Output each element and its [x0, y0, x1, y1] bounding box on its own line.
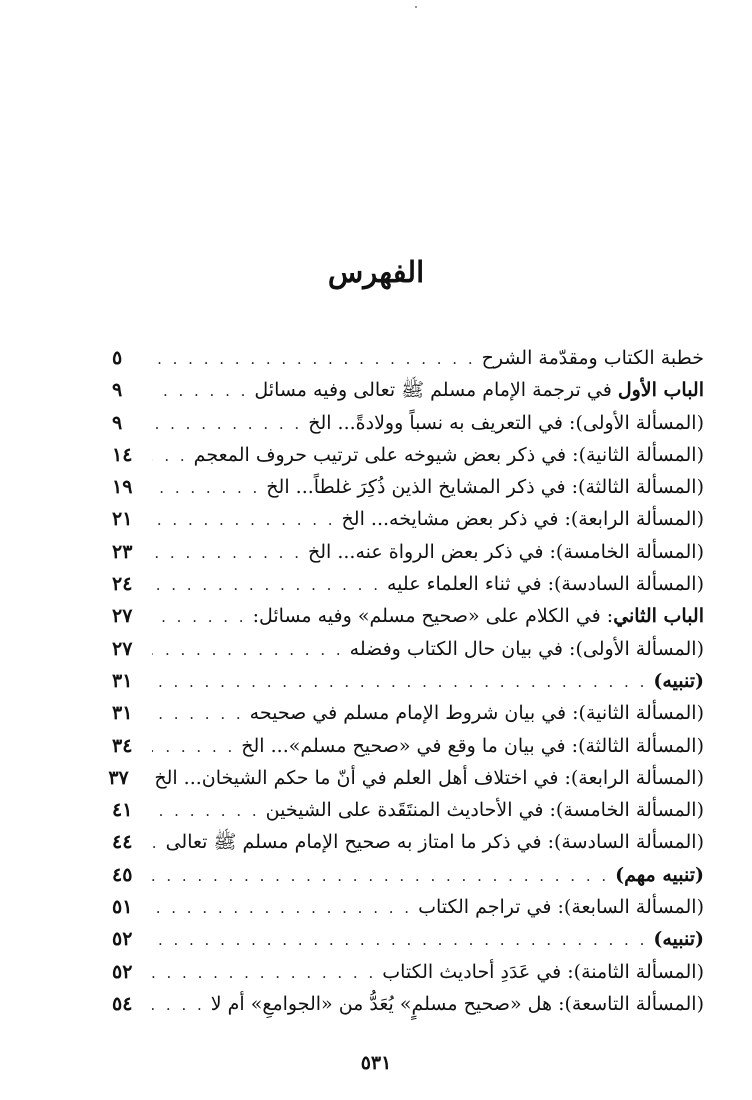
toc-entry-text: (المسألة الثالثة): في ذكر المشايخ الذين ذُكِرَ غلطاً... الخ [266, 476, 704, 499]
toc-entry-page: ٩ [112, 379, 123, 402]
toc-entry-text: (المسألة الخامسة): في ذكر بعض الرواة عنه... الخ [307, 540, 704, 563]
toc-entry-text: خطبة الكتاب ومقدّمة الشرح [481, 347, 704, 369]
toc-entry-page: ١٩ [112, 476, 133, 499]
toc-entry-title [344, 633, 704, 665]
toc-entry-text: (المسألة الثامنة): في عَدَدِ أحاديث الكتاب [382, 960, 704, 983]
toc-entry [112, 342, 704, 374]
toc-entry-text: (المسألة السادسة): في ذكر ما امتاز به صحيح الإمام مسلم ﷺ تعالى [165, 831, 704, 854]
toc-entry [112, 407, 704, 439]
toc-entry [112, 730, 704, 762]
toc-entry-page: ٣١ [112, 669, 133, 692]
dot-leader [152, 343, 476, 375]
toc-entry-text: (المسألة الخامسة): في الأحاديث المنتَقَدة على الشيخين [265, 799, 704, 822]
toc-entry [112, 503, 704, 535]
toc-entry-text: في ترجمة الإمام مسلم ﷺ تعالى وفيه مسائل [254, 379, 618, 402]
dot-leader [152, 601, 247, 633]
toc-entry-page: ٢٧ [112, 637, 133, 660]
dot-leader [152, 795, 260, 827]
toc-entry-text: (المسألة الثانية): في بيان شروط الإمام مسلم في صحيحه [249, 702, 704, 725]
toc-entry-text: (المسألة الرابعة): في اختلاف أهل العلم في أنّ ما حكم الشيخان... الخ [154, 766, 704, 789]
toc-entry [112, 956, 704, 988]
toc-entry [112, 568, 704, 600]
toc-entry-heading: الباب الأول [617, 379, 704, 402]
toc-entry-page: ٢٣ [112, 540, 133, 563]
table-of-contents [108, 342, 704, 1020]
toc-entry-title [188, 439, 704, 471]
toc-entry-title [302, 407, 704, 439]
toc-entry [112, 923, 704, 955]
toc-entry-title [647, 923, 704, 955]
toc-entry-title [247, 600, 704, 632]
toc-entry-title [412, 891, 704, 923]
toc-entry-title [609, 859, 704, 891]
dot-leader [152, 472, 260, 504]
toc-entry-title [248, 374, 704, 406]
dot-leader [152, 634, 344, 666]
dot-leader [152, 924, 647, 956]
toc-entry-heading: (تنبيه) [653, 669, 704, 692]
toc-entry-text: (المسألة التاسعة): هل «صحيح مسلمٍ» يُعَدُّ من «الجوامعِ» أم لا [210, 992, 704, 1015]
toc-entry [112, 891, 704, 923]
toc-entry-page: ٤٤ [112, 831, 133, 854]
toc-entry-page: ٥١ [112, 896, 133, 919]
toc-entry-page: ٣١ [112, 702, 133, 725]
toc-entry-page: ٢١ [112, 508, 133, 531]
toc-entry-title [647, 665, 704, 697]
toc-entry [112, 859, 704, 891]
toc-entry [112, 600, 704, 632]
toc-entry-heading: (تنبيه مهم) [615, 863, 704, 886]
toc-entry-page: ٥ [112, 347, 123, 369]
page-number: ٥٣١ [360, 1052, 392, 1074]
toc-entry-title [148, 762, 704, 794]
scan-mark [415, 6, 417, 8]
toc-entry-page: ٣٧ [108, 766, 129, 789]
dot-leader [152, 957, 376, 989]
page-title: الفهرس [327, 255, 425, 289]
toc-entry-text: (المسألة الثالثة): في بيان ما وقع في «صحيح مسلم»... الخ [241, 734, 704, 757]
dot-leader [152, 569, 381, 601]
toc-entry [112, 536, 704, 568]
dot-leader [152, 440, 188, 472]
toc-entry-page: ٥٢ [112, 960, 133, 983]
toc-entry-title [260, 794, 704, 826]
toc-entry-text: : في الكلام على «صحيح مسلم» وفيه مسائل: [252, 605, 614, 628]
toc-entry-page: ٥٤ [112, 992, 133, 1015]
toc-entry-title [244, 697, 704, 729]
toc-entry-text: (المسألة الثانية): في ذكر بعض شيوخه على ترتيب حروف المعجم [193, 443, 704, 466]
toc-entry-title [381, 568, 704, 600]
toc-entry-text: (المسألة السادسة): في ثناء العلماء عليه [386, 573, 704, 596]
toc-entry-page: ٤١ [112, 799, 133, 822]
toc-entry-text: (المسألة الأولى): في بيان حال الكتاب وفضله [349, 637, 704, 660]
dot-leader [152, 504, 336, 536]
toc-entry-title [376, 956, 704, 988]
toc-entry-page: ٤٥ [112, 863, 133, 886]
toc-entry-page: ٥٢ [112, 928, 133, 951]
dot-leader [152, 731, 235, 763]
toc-entry [112, 633, 704, 665]
toc-entry [112, 471, 704, 503]
toc-entry-page: ١٤ [112, 443, 133, 466]
toc-entry-text: (المسألة السابعة): في تراجم الكتاب [418, 896, 704, 919]
toc-entry-page: ٣٤ [112, 734, 133, 757]
dot-leader [152, 537, 302, 569]
toc-entry-title [235, 730, 704, 762]
dot-leader [152, 989, 205, 1021]
toc-entry-heading: (تنبيه) [653, 928, 704, 951]
toc-entry [112, 697, 704, 729]
toc-entry [112, 439, 704, 471]
toc-entry [112, 374, 704, 406]
toc-entry [112, 665, 704, 697]
dot-leader [152, 698, 244, 730]
dot-leader [152, 408, 302, 440]
toc-entry-title [260, 471, 704, 503]
toc-entry-title [302, 536, 704, 568]
toc-entry-page: ٢٤ [112, 573, 133, 596]
toc-entry-heading: الباب الثاني [613, 605, 704, 628]
toc-entry-page: ٩ [112, 411, 123, 434]
toc-entry-text: (المسألة الرابعة): في ذكر بعض مشايخه... الخ [341, 508, 704, 531]
toc-entry-title [160, 826, 704, 858]
toc-entry-title [476, 342, 704, 374]
dot-leader [152, 375, 248, 407]
toc-entry [112, 988, 704, 1020]
toc-entry-page: ٢٧ [112, 605, 133, 628]
dot-leader [152, 666, 647, 698]
dot-leader [152, 892, 412, 924]
toc-entry [112, 794, 704, 826]
toc-entry [112, 826, 704, 858]
toc-entry-title [336, 503, 704, 535]
toc-entry [108, 762, 704, 794]
toc-entry-title [205, 988, 704, 1020]
dot-leader [152, 827, 160, 859]
dot-leader [152, 860, 609, 892]
toc-entry-text: (المسألة الأولى): في التعريف به نسباً وولادةً... الخ [308, 411, 704, 434]
